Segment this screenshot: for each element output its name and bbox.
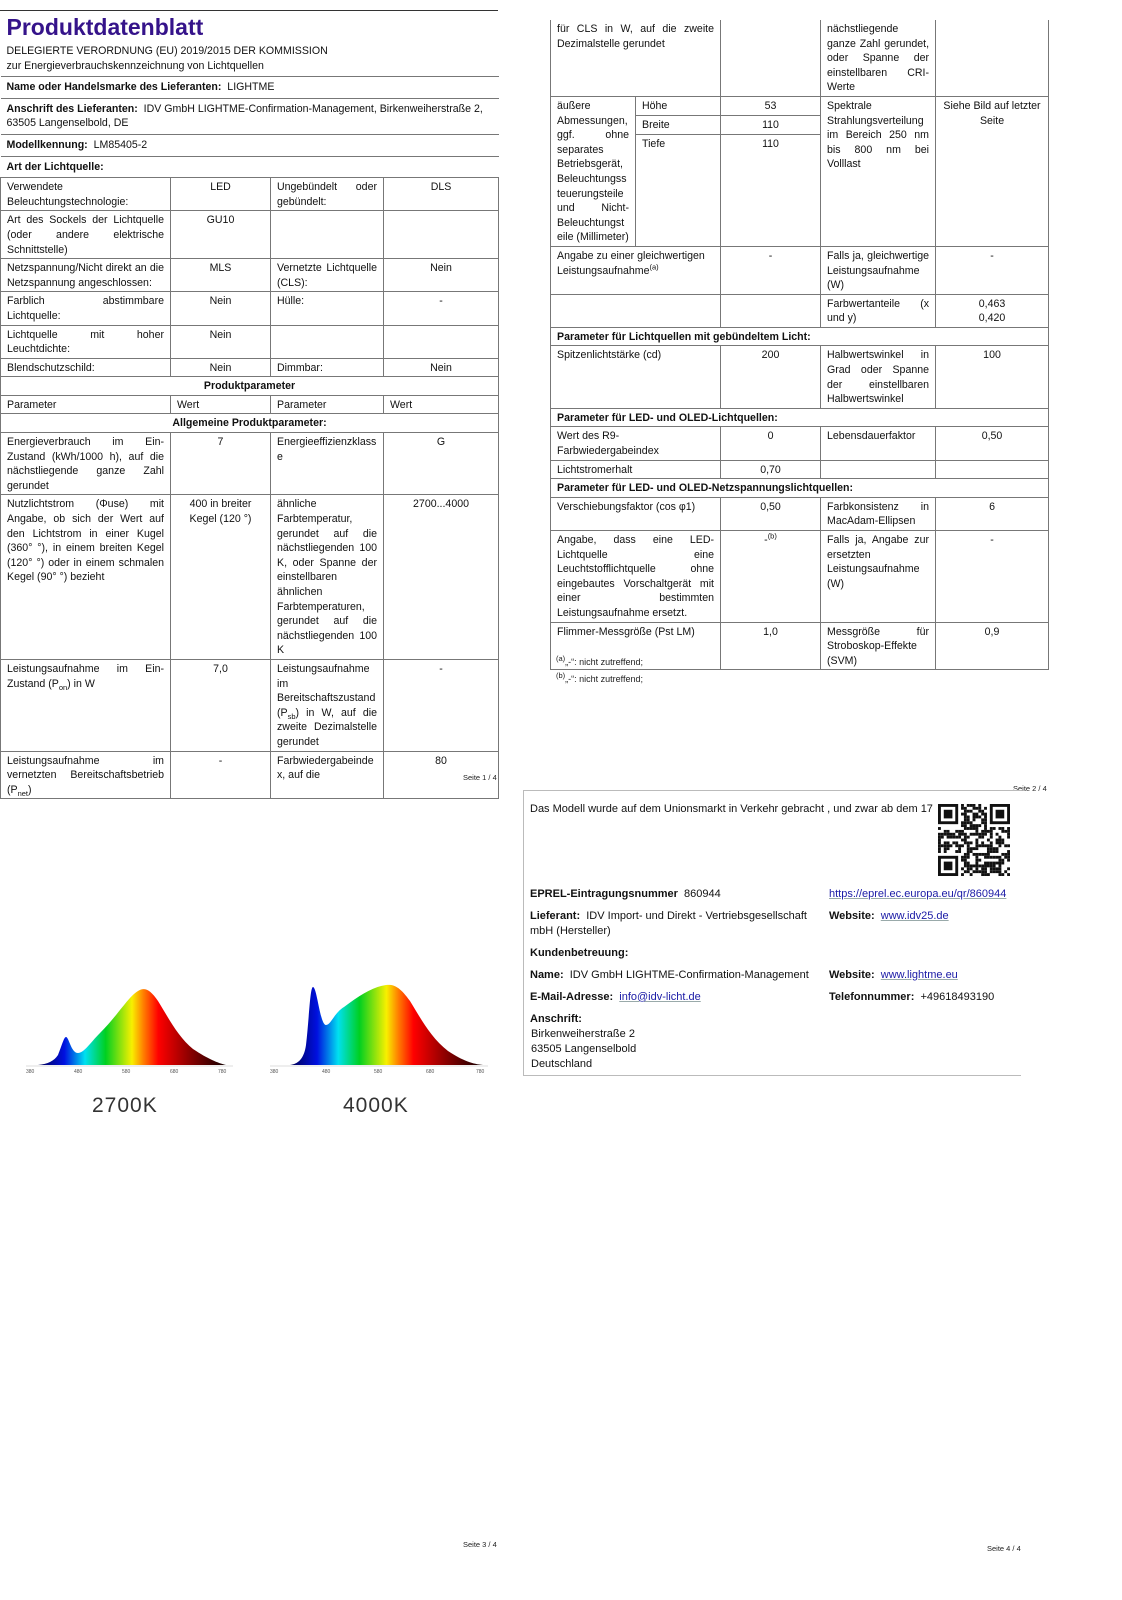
param-value: 0,9 (936, 622, 1049, 670)
tick-label: 580 (374, 1069, 383, 1075)
param-value: 80 (384, 751, 499, 799)
spectrum-curve (290, 985, 483, 1065)
qr-code-icon[interactable] (938, 804, 1010, 876)
dimension-name: Breite (636, 115, 721, 134)
model-value: LM85405-2 (93, 138, 148, 151)
param-label: Messgröße für Stroboskop-Effekte (SVM) (821, 622, 936, 670)
chromaticity-label: Farbwertanteile (x und y) (821, 294, 936, 327)
page-number: Seite 4 / 4 (987, 1544, 1021, 1553)
param-label: Farblich abstimmbare Lichtquelle: (1, 292, 171, 325)
general-params-heading: Allgemeine Produktparameter: (1, 414, 499, 433)
regulation-text: DELEGIERTE VERORDNUNG (EU) 2019/2015 DER KOMMISSION zur Energieverbrauchskennzeichnung von Lichtquellen (6, 45, 328, 72)
param-label: Verwendete Beleuchtungstechnologie: (1, 178, 171, 211)
spectrum-chart-4000k (268, 975, 488, 1085)
column-header: Wert (384, 395, 499, 414)
column-header: Parameter (271, 395, 384, 414)
tick-label: 480 (322, 1069, 331, 1075)
param-label: Ungebündelt oder gebündelt: (271, 178, 384, 211)
param-label (271, 325, 384, 358)
website-label: Website: (829, 910, 875, 922)
param-value: 7 (171, 433, 271, 495)
chromaticity-value: 0,463 0,420 (936, 294, 1049, 327)
param-value: 0,50 (721, 497, 821, 530)
param-value: Nein (171, 325, 271, 358)
column-header: Wert (171, 395, 271, 414)
param-value: - (384, 292, 499, 325)
param-label: Farbkonsistenz in MacAdam-Ellipsen (821, 497, 936, 530)
tick-label: 680 (170, 1069, 179, 1075)
param-value: -$^{(b)}$ (721, 531, 821, 623)
param-label: Farbwiedergabeindex, auf die (271, 751, 384, 799)
param-label: Angabe zu einer gleichwertigen Leistungsaufnahme$^{(a)}$ (551, 246, 721, 294)
param-value: 6 (936, 497, 1049, 530)
eprel-link[interactable]: https://eprel.ec.europa.eu/qr/860944 (829, 888, 1007, 900)
param-value: 2700...4000 (384, 495, 499, 660)
param-value: 0 (721, 427, 821, 460)
eprel-label: EPREL-Eintragungsnummer (530, 888, 678, 900)
param-label: für CLS in W, auf die zweite Dezimalstelle gerundet (551, 20, 721, 96)
tick-label: 780 (476, 1069, 485, 1075)
param-label: Blendschutzschild: (1, 358, 171, 377)
name-value: IDV GmbH LIGHTME-Confirmation-Management (569, 969, 809, 981)
dimension-value: 53 (721, 96, 821, 115)
address-line: Birkenweiherstraße 2 (531, 1028, 635, 1040)
tick-label: 580 (122, 1069, 131, 1075)
column-header: Parameter (1, 395, 171, 414)
param-label: Falls ja, gleichwertige Leistungsaufnahme (W) (821, 246, 936, 294)
param-value (384, 211, 499, 259)
spectrum-label-4000k: 4000K (343, 1094, 409, 1117)
param-label: Art des Sockels der Lichtquelle (oder andere elektrische Schnittstelle) (1, 211, 171, 259)
table-row (1, 751, 499, 799)
param-value: MLS (171, 259, 271, 292)
param-value: - (721, 246, 821, 294)
supplier-name-label: Name oder Handelsmarke des Lieferanten: (6, 81, 222, 94)
table-row (1, 211, 499, 259)
param-value: G (384, 433, 499, 495)
param-label: Halbwertswinkel in Grad oder Spanne der einstellbaren Halbwertswinkel (821, 346, 936, 408)
table-row (1, 292, 499, 325)
table-row (1, 433, 499, 495)
param-label: Lebensdauerfaktor (821, 427, 936, 460)
eprel-number: 860944 (684, 888, 721, 900)
param-label: Flimmer-Messgröße (Pst LM) (551, 622, 721, 670)
mains-heading: Parameter für LED- und OLED-Netzspannungslichtquellen: (551, 479, 1049, 498)
column-header-row (1, 395, 499, 414)
param-value: 7,0 (171, 659, 271, 751)
email-link[interactable]: info@idv-licht.de (619, 991, 701, 1003)
param-value: Nein (171, 292, 271, 325)
dimension-name: Höhe (636, 96, 721, 115)
footnote-b: $^{(b)}$„-“: nicht zutreffend; (556, 671, 644, 684)
dimension-value: 110 (721, 134, 821, 246)
param-value: 0,70 (721, 460, 821, 479)
dimension-name: Tiefe (636, 134, 721, 246)
footnote-a: $^{(a)}$„-“: nicht zutreffend; (556, 654, 644, 667)
param-label: Lichtquelle mit hoher Leuchtdichte: (1, 325, 171, 358)
spectral-label: Spektrale Strahlungsverteilung im Bereich 250 nm bis 800 nm bei Volllast (821, 96, 936, 246)
param-value: Nein (384, 358, 499, 377)
address-line: 63505 Langenselbold (531, 1043, 637, 1055)
name-label: Name: (530, 969, 564, 981)
param-label: Energieverbrauch im Ein-Zustand (kWh/1000 h), auf die nächstliegende ganze Zahl gerundet (1, 433, 171, 495)
param-value: 100 (936, 346, 1049, 408)
param-value: LED (171, 178, 271, 211)
phone-label: Telefonnummer: (829, 991, 915, 1003)
page-number: Seite 2 / 4 (1013, 784, 1047, 793)
phone-value: +49618493190 (920, 991, 995, 1003)
param-label: Dimmbar: (271, 358, 384, 377)
param-label: Spitzenlichtstärke (cd) (551, 346, 721, 408)
page-number: Seite 1 / 4 (463, 773, 497, 782)
param-label: ähnliche Farbtemperatur, gerundet auf die nächstliegenden 100 K, oder Spanne der einstellbaren ähnlichen Farbtemperaturen, gerundet auf die nächstliegenden 100 K (271, 495, 384, 660)
table-row (1, 178, 499, 211)
param-value: 1,0 (721, 622, 821, 670)
table-row (551, 497, 1049, 530)
tick-label: 380 (26, 1069, 35, 1075)
supplier-name-value: LIGHTME (227, 81, 275, 94)
table-row (551, 96, 1049, 115)
tick-label: 380 (270, 1069, 279, 1075)
dimensions-label: äußere Abmessungen, ggf. ohne separates Betriebsgerät, Beleuchtungssteuerungsteile und Nicht-Beleuchtungsteile (Millimeter) (551, 96, 636, 246)
param-value: - (171, 751, 271, 799)
table-row (551, 531, 1049, 623)
table-row (1, 325, 499, 358)
spectrum-chart-2700k (18, 975, 233, 1085)
website-label: Website: (829, 969, 875, 981)
supplier-address-value: IDV GmbH LIGHTME-Confirmation-Management, Birkenweiherstraße 2, 63505 Langenselbold, DE (6, 102, 483, 130)
param-label: Hülle: (271, 292, 384, 325)
table-row (551, 346, 1049, 408)
table-row (551, 20, 1049, 96)
spectral-value: Siehe Bild auf letzter Seite (936, 96, 1049, 246)
param-label: Leistungsaufnahme im Bereitschaftszustand $(P_{sb})$ in W, auf die zweite Dezimalstelle gerundet (271, 659, 384, 751)
param-label: Leistungsaufnahme im vernetzten Bereitschaftsbetrieb $(P_{net})$ (1, 751, 171, 799)
param-value: GU10 (171, 211, 271, 259)
led-heading: Parameter für LED- und OLED-Lichtquellen: (551, 408, 1049, 427)
param-value: Nein (171, 358, 271, 377)
customer-service-heading: Kundenbetreuung: (530, 947, 629, 959)
dimension-value: 110 (721, 115, 821, 134)
address-line: Deutschland (531, 1058, 593, 1070)
page-title: Produktdatenblatt (6, 14, 204, 40)
param-value: - (936, 246, 1049, 294)
param-value: 400 in breiter Kegel (120 °) (171, 495, 271, 660)
param-value: 0,50 (936, 427, 1049, 460)
light-source-heading: Art der Lichtquelle: (1, 156, 499, 178)
product-params-heading: Produktparameter (1, 377, 499, 396)
spectrum-curve (38, 989, 226, 1065)
param-label: Netzspannung/Nicht direkt an die Netzspannung angeschlossen: (1, 259, 171, 292)
param-label: Lichtstromerhalt (551, 460, 721, 479)
param-label: Verschiebungsfaktor (cos φ1) (551, 497, 721, 530)
param-value: - (936, 531, 1049, 623)
model-label: Modellkennung: (6, 138, 88, 151)
param-label (271, 211, 384, 259)
service-website-link[interactable]: www.lightme.eu (880, 969, 958, 981)
table-row (1, 659, 499, 751)
supplier-label: Lieferant: (530, 910, 581, 922)
supplier-value: IDV Import- und Direkt - Vertriebsgesellschaft mbH (Hersteller) (530, 910, 807, 937)
param-value: 200 (721, 346, 821, 408)
market-text: Das Modell wurde auf dem Unionsmarkt in Verkehr gebracht , und zwar ab dem 17 (530, 803, 933, 815)
page-number: Seite 3 / 4 (463, 1540, 497, 1549)
param-label: Wert des R9-Farbwiedergabeindex (551, 427, 721, 460)
product-datasheet-table (0, 11, 499, 799)
param-value (384, 325, 499, 358)
product-datasheet-table-continued (550, 20, 1049, 670)
param-label: nächstliegende ganze Zahl gerundet, oder Spanne der einstellbaren CRI-Werte (821, 20, 936, 96)
directional-heading: Parameter für Lichtquellen mit gebündeltem Licht: (551, 327, 1049, 346)
param-label: Leistungsaufnahme im Ein-Zustand $(P_{on})$ in W (1, 659, 171, 751)
table-row (551, 460, 1049, 479)
tick-label: 480 (74, 1069, 83, 1075)
param-value: DLS (384, 178, 499, 211)
table-row (551, 427, 1049, 460)
param-label: Angabe, dass eine LED-Lichtquelle eine Leuchtstofflichtquelle ohne eingebautes Vorschaltgerät mit einer bestimmten Leistungsaufnahme ersetzt. (551, 531, 721, 623)
param-label: Nutzlichtstrom (Φuse) mit Angabe, ob sich der Wert auf den Lichtstrom in einer Kugel (360° °), in einem breiten Kegel (120° °) oder in einem schmalen Kegel (90° °) bezieht (1, 495, 171, 660)
spectrum-label-2700k: 2700K (92, 1094, 158, 1117)
param-label: Falls ja, Angabe zur ersetzten Leistungsaufnahme (W) (821, 531, 936, 623)
param-label: Energieeffizienzklasse (271, 433, 384, 495)
table-row (1, 259, 499, 292)
supplier-address-label: Anschrift des Lieferanten: (6, 102, 138, 115)
address-label: Anschrift: (530, 1013, 582, 1025)
table-row (1, 495, 499, 660)
table-row (551, 294, 1049, 327)
param-label: Vernetzte Lichtquelle (CLS): (271, 259, 384, 292)
param-value: - (384, 659, 499, 751)
supplier-website-link[interactable]: www.idv25.de (880, 910, 949, 922)
param-value: Nein (384, 259, 499, 292)
tick-label: 680 (426, 1069, 435, 1075)
page-4-info-box (523, 790, 1021, 1076)
table-row (1, 358, 499, 377)
table-row (551, 246, 1049, 294)
tick-label: 780 (218, 1069, 227, 1075)
email-label: E-Mail-Adresse: (530, 991, 614, 1003)
